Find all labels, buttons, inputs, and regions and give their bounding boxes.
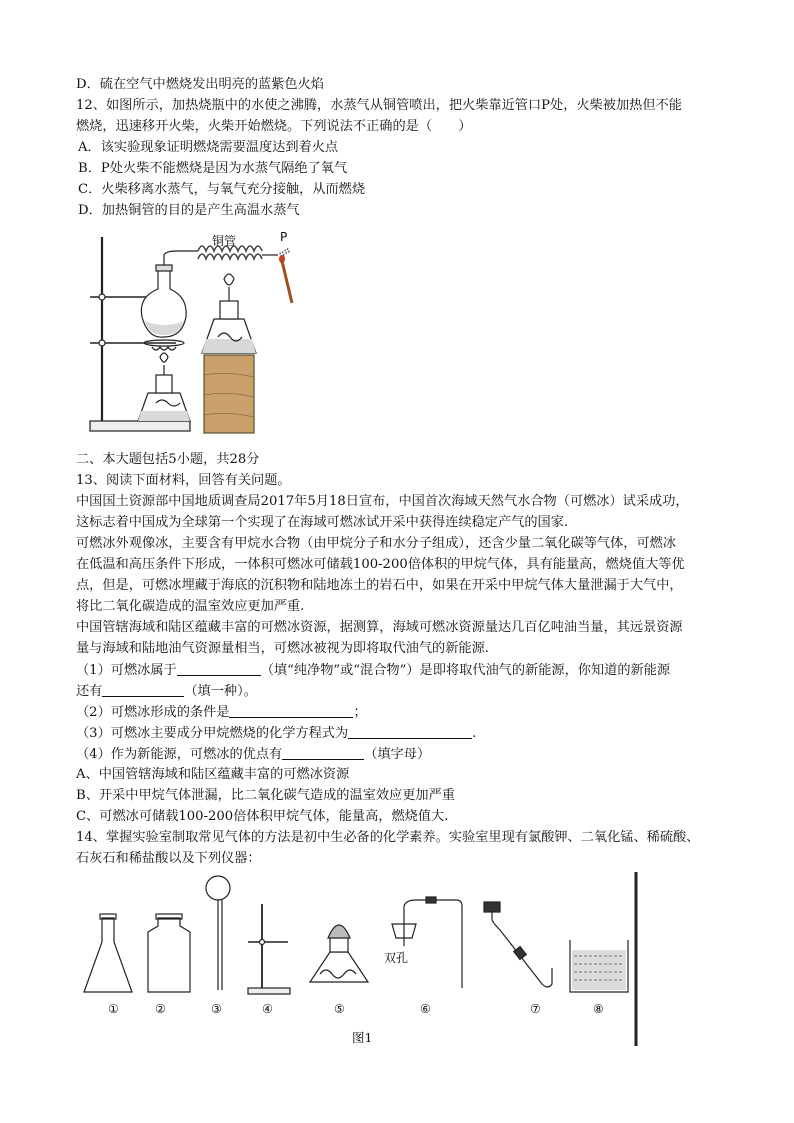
instrument-label-4: ④ <box>262 1002 273 1016</box>
q14-instruments-figure <box>76 870 646 1050</box>
q13-q1-blank-2[interactable] <box>102 682 184 697</box>
q13-para3-line2: 量与海域和陆地油气资源量相当，可燃冰被视为即将取代油气的新能源. <box>76 641 490 656</box>
point-p-label: P <box>280 230 288 244</box>
q13-choice-c: C、可燃冰可储载100-200倍体积甲烷气体，能量高，燃烧值大. <box>76 809 449 824</box>
instrument-label-6: ⑥ <box>420 1002 431 1016</box>
q13-q1-text-b: （填“纯净物”或“混合物”）是即将取代油气的新能源，你知道的新能源 <box>260 663 671 678</box>
q12-stem-line1: 12、如图所示，加热烧瓶中的水使之沸腾，水蒸气从铜管喷出，把火柴靠近管口P处，火柴被加热但不能 <box>76 98 682 113</box>
q13-question-2 <box>76 703 367 722</box>
q13-q2-text-b: ； <box>353 705 367 720</box>
q11-option-d: D．硫在空气中燃烧发出明亮的蓝紫色火焰 <box>76 77 324 92</box>
q13-q3-text-b: . <box>472 726 477 741</box>
q13-choice-b: B、开采中甲烷气体泄漏，比二氧化碳气造成的温室效应更加严重 <box>76 788 455 803</box>
q13-q1-blank-1[interactable] <box>177 661 261 676</box>
q12-option-a: A．该实验现象证明燃烧需要温度达到着火点 <box>78 140 339 155</box>
section-2-heading: 二、本大题包括5小题，共28分 <box>76 452 260 467</box>
q13-para1-line2: 这标志着中国成为全球第一个实现了在海域可燃冰试开采中获得连续稳定产气的国家. <box>76 515 569 530</box>
q13-para2-line2: 在低温和高压条件下形成，一体积可燃冰可储载100-200倍体积的甲烷气体，具有能量高，燃烧值大等优 <box>76 557 685 572</box>
instrument-label-7: ⑦ <box>530 1002 541 1016</box>
q13-q1-text-c: 还有 <box>76 684 103 699</box>
q13-para3-line1: 中国管辖海域和陆区蕴藏丰富的可燃冰资源，据测算，海域可燃冰资源量达几百亿吨油当量，其远景资源 <box>76 620 683 635</box>
q13-q2-blank[interactable] <box>229 703 353 718</box>
instrument-label-2: ② <box>155 1002 166 1016</box>
q14-line2: 石灰石和稀盐酸以及下列仪器： <box>76 851 261 866</box>
q12-stem-line2: 燃烧，迅速移开火柴，火柴开始燃烧。下列说法不正确的是（ ） <box>76 119 472 134</box>
q12-option-c: C．火柴移离水蒸气，与氧气充分接触，从而燃烧 <box>78 182 366 197</box>
instrument-label-1: ① <box>108 1002 119 1016</box>
q12-apparatus-figure <box>86 225 316 440</box>
q13-q1-text-a: （1）可燃冰属于 <box>76 663 177 678</box>
q13-q3-blank[interactable] <box>348 724 472 739</box>
q13-q2-text-a: （2）可燃冰形成的条件是 <box>76 705 230 720</box>
copper-tube-label: 铜管 <box>212 234 237 248</box>
stopper-delivery-tube-icon <box>484 902 500 912</box>
q13-intro: 13、阅读下面材料，回答有关问题。 <box>76 473 291 488</box>
q13-q1-text-d: （填一种）。 <box>184 684 257 699</box>
q13-para2-line3: 点，但是，可燃冰埋藏于海底的沉积物和陆地冻土的岩石中，如果在开采中甲烷气体大量泄漏于大气中， <box>76 578 683 593</box>
q13-para2-line4: 将比二氧化碳造成的温室效应更加严重. <box>76 599 305 614</box>
q13-q4-blank[interactable] <box>282 745 364 760</box>
instrument-label-3: ③ <box>211 1002 222 1016</box>
two-hole-label: 双孔 <box>384 951 409 965</box>
q13-question-1-cont <box>76 682 257 701</box>
q13-q4-text-b: （填字母） <box>364 747 431 762</box>
instrument-label-8: ⑧ <box>593 1002 604 1016</box>
long-neck-funnel-icon <box>206 876 230 900</box>
figure-1-caption: 图1 <box>352 1030 373 1045</box>
q13-para1-line1: 中国国土资源部中国地质调查局2017年5月18日宣布，中国首次海域天然气水合物（可燃冰）试采成功， <box>76 494 689 509</box>
q13-question-4 <box>76 745 430 764</box>
q13-question-3 <box>76 724 476 743</box>
q12-option-d: D．加热铜管的目的是产生高温水蒸气 <box>78 203 300 218</box>
q13-q4-text-a: （4）作为新能源，可燃冰的优点有 <box>76 747 283 762</box>
q13-choice-a: A、中国管辖海域和陆区蕴藏丰富的可燃冰资源 <box>76 767 350 782</box>
q12-option-b: B．P处火柴不能燃烧是因为水蒸气隔绝了氧气 <box>78 161 348 176</box>
q13-question-1 <box>76 661 670 680</box>
q14-line1: 14、掌握实验室制取常见气体的方法是初中生必备的化学素养。实验室里现有氯酸钾、二氧化锰、稀硫酸、 <box>76 830 700 845</box>
instrument-label-5: ⑤ <box>334 1002 345 1016</box>
q13-para2-line1: 可燃冰外观像冰，主要含有甲烷水合物（由甲烷分子和水分子组成），还含少量二氧化碳等气体，可燃冰 <box>76 536 677 551</box>
q13-q3-text-a: （3）可燃冰主要成分甲烷燃烧的化学方程式为 <box>76 726 349 741</box>
wide-mouth-bottle-icon <box>148 918 190 992</box>
conical-flask-icon <box>84 918 132 992</box>
